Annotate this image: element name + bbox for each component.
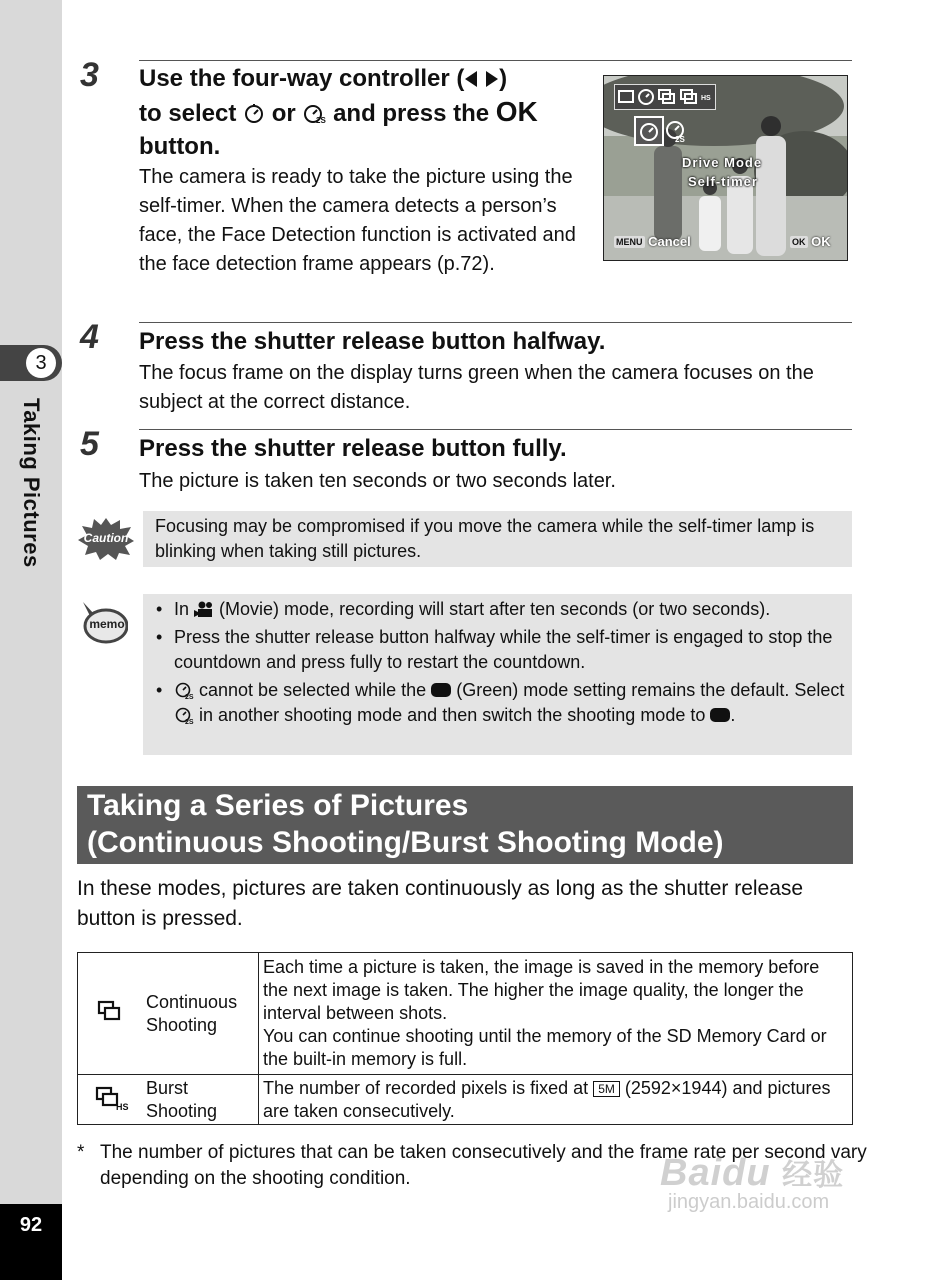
memo-text: in another shooting mode and then switch the shooting mode to xyxy=(199,705,706,725)
step-number: 4 xyxy=(80,318,99,356)
memo-label: memo xyxy=(89,617,125,631)
step-title-text: button. xyxy=(139,133,221,160)
ok-key-badge: OK xyxy=(792,237,806,247)
memo-text: In xyxy=(174,599,190,619)
watermark xyxy=(660,1150,844,1214)
step-title: Press the shutter release button halfway. xyxy=(139,328,606,355)
drive-mode-icons xyxy=(615,85,715,109)
step-title: Press the shutter release button fully. xyxy=(139,435,567,462)
caution-text: Focusing may be compromised if you move the camera while the self-timer lamp is blinking when taking still pictures. xyxy=(155,516,815,561)
watermark-brand xyxy=(660,1150,844,1195)
divider xyxy=(139,322,852,323)
ok-label: OK xyxy=(811,234,831,249)
memo-text: cannot be selected while the xyxy=(199,680,427,700)
right-arrow-icon xyxy=(485,70,499,88)
table-cell-mode: Continuous Shooting xyxy=(142,953,259,1075)
section-intro: In these modes, pictures are taken continuously as long as the shutter release button is pressed. xyxy=(77,877,804,930)
divider xyxy=(139,60,852,61)
memo-text: (Movie) mode, recording will start after ten seconds (or two seconds). xyxy=(219,599,771,619)
modes-table xyxy=(77,952,853,1125)
size-5m-badge: 5M xyxy=(593,1081,620,1097)
step-body: The focus frame on the display turns green when the camera focuses on the subject at the correct distance. xyxy=(139,362,814,413)
self-timer-2s-option xyxy=(664,118,688,144)
drive-mode-icon-bar xyxy=(614,84,716,110)
chapter-title: Taking Pictures xyxy=(19,398,44,568)
memo-text: . xyxy=(730,705,736,725)
burst-shooting-icon xyxy=(88,1086,132,1112)
table-cell-description xyxy=(259,1075,853,1125)
self-timer-2s-icon xyxy=(174,681,194,699)
self-timer-icon xyxy=(636,118,662,144)
divider xyxy=(139,429,852,430)
section-title xyxy=(87,787,724,861)
left-arrow-icon xyxy=(464,70,478,88)
table-cell-icon xyxy=(78,1075,143,1125)
page-number: 92 xyxy=(19,1214,43,1236)
green-mode-icon xyxy=(431,683,451,697)
step-title xyxy=(139,62,589,163)
camera-screen-image xyxy=(603,75,848,261)
step-title-text: Use the four-way controller ( xyxy=(139,65,465,92)
watermark-cn-text: 经验 xyxy=(782,1159,845,1192)
table-row xyxy=(78,953,853,1075)
self-timer-2s-icon xyxy=(302,102,326,124)
step-number: 5 xyxy=(80,425,99,463)
cancel-label: Cancel xyxy=(648,234,691,249)
step-body: The picture is taken ten seconds or two seconds later. xyxy=(139,470,616,492)
section-title-line: (Continuous Shooting/Burst Shooting Mode) xyxy=(87,826,724,859)
chapter-number: 3 xyxy=(26,348,56,378)
svg-text:2S: 2S xyxy=(316,116,327,124)
memo-item xyxy=(152,678,847,728)
sidebar xyxy=(0,0,62,1280)
table-cell-mode: Burst Shooting xyxy=(142,1075,259,1125)
step-title-text: ) xyxy=(499,65,508,92)
green-mode-icon xyxy=(710,708,730,722)
description-text: Each time a picture is taken, the image is saved in the memory before the next image is taken. The higher the image quality, the longer the interval between shots. xyxy=(263,957,820,1023)
description-text: The number of recorded pixels is fixed at xyxy=(263,1077,589,1098)
hs-badge: HS xyxy=(701,95,711,102)
description-text: (2592×1944) and pictures are taken consecutively. xyxy=(263,1077,831,1121)
step-number: 3 xyxy=(80,56,99,94)
footnote-marker: * xyxy=(77,1142,85,1163)
self-timer-icon xyxy=(243,102,265,124)
memo-list xyxy=(152,597,847,731)
screen-label-drive-mode: Drive Mode xyxy=(682,155,763,170)
step-title-text: or xyxy=(271,100,296,127)
ok-guide xyxy=(790,234,831,249)
caution-label: Caution xyxy=(83,531,129,545)
movie-camera-icon xyxy=(194,601,214,617)
memo-item: • Press the shutter release button halfway while the self-timer is engaged to stop the countdown and press fully to restart the countdown. xyxy=(152,625,847,675)
memo-text: (Green) mode setting remains the default. Select xyxy=(456,680,845,700)
ok-button-label: OK xyxy=(495,96,538,127)
step-title-text: and press the xyxy=(333,100,490,127)
step-title-text: to select xyxy=(139,100,237,127)
memo-badge xyxy=(80,600,128,644)
caution-badge xyxy=(78,518,134,560)
table-row xyxy=(78,1075,853,1125)
self-timer-option xyxy=(634,116,664,146)
svg-text:2S: 2S xyxy=(185,719,194,724)
menu-cancel-guide xyxy=(614,234,691,249)
screen-label-self-timer: Self-timer xyxy=(688,174,758,189)
table-cell-description xyxy=(259,953,853,1075)
description-text: You can continue shooting until the memory of the SD Memory Card or the built-in memory is full. xyxy=(263,1026,827,1069)
table-cell-icon xyxy=(78,953,143,1075)
svg-text:2S: • 2S xyxy=(185,694,194,699)
hs-badge: HS xyxy=(116,1101,129,1112)
timer-2s-label: 2S xyxy=(675,135,685,144)
memo-item xyxy=(152,597,847,622)
self-timer-2s-icon xyxy=(174,706,194,724)
continuous-shooting-icon xyxy=(97,1000,123,1022)
step-body: The camera is ready to take the picture using the self-timer. When the camera detects a person’s face, the Face Detection function is activated and the face detection frame appears (p.72). xyxy=(139,166,576,275)
menu-key-badge: MENU xyxy=(616,237,643,247)
watermark-url: jingyan.baidu.com xyxy=(668,1191,830,1213)
footnote-text: The number of pictures that can be taken consecutively and the frame rate per second vary depending on the shooting condition. xyxy=(100,1142,867,1189)
section-title-line: Taking a Series of Pictures xyxy=(87,789,469,822)
watermark-brand-text: Baidu xyxy=(660,1152,771,1194)
